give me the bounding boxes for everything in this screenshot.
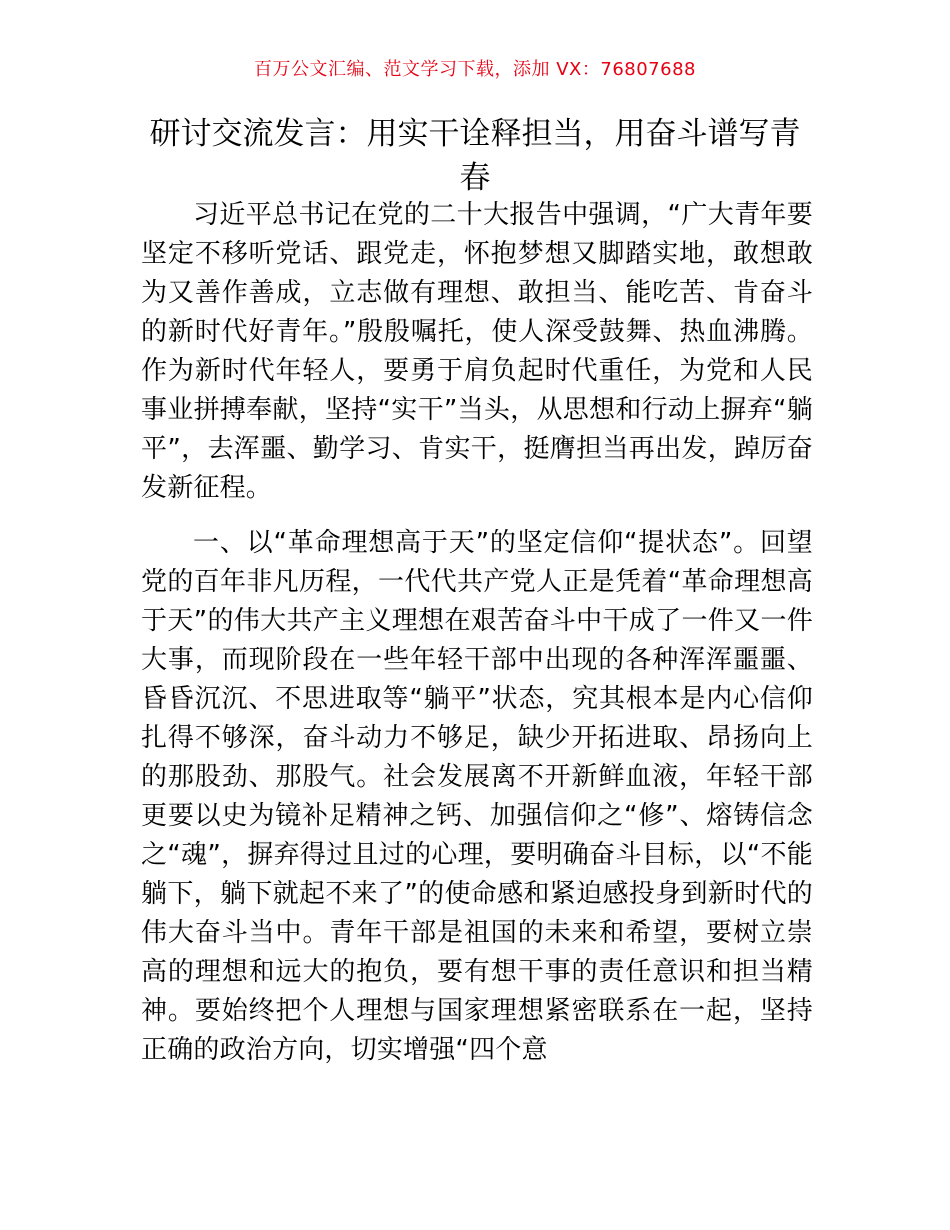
paragraph-section-one: 一、以“革命理想高于天”的坚定信仰“提状态”。回望党的百年非凡历程，一代代共产党人正是凭着“革命理想高于天”的伟大共产主义理想在艰苦奋斗中干成了一件又一件大事，而现阶段在一些年轻干部中出现的各种浑浑噩噩、昏昏沉沉、不思进取等“躺平”状态，究其根本是内心信仰扎得不够深，奋斗动力不够足，缺少开拓进取、昂扬向上的那股劲、那股气。社会发展离不开新鲜血液，年轻干部更要以史为镜补足精神之钙、加强信仰之“修”、熔铸信念之“魂”，摒弃得过且过的心理，要明确奋斗目标，以“不能躺下，躺下就起不来了”的使命感和紧迫感投身到新时代的伟大奋斗当中。青年干部是祖国的未来和希望，要树立崇高的理想和远大的抱负，要有想干事的责任意识和担当精神。要始终把个人理想与国家理想紧密联系在一起，坚持正确的政治方向，切实增强“四个意 (141, 528, 813, 1065)
document-title: 研讨交流发言：用实干诠释担当，用奋斗谱写青春 (149, 116, 801, 196)
document-body (141, 196, 813, 1070)
paragraph-intro: 习近平总书记在党的二十大报告中强调，“广大青年要坚定不移听党话、跟党走，怀抱梦想又脚踏实地，敢想敢为又善作善成，立志做有理想、敢担当、能吃苦、肯奋斗的新时代好青年。”殷殷嘱托，使人深受鼓舞、热血沸腾。作为新时代年轻人，要勇于肩负起时代重任，为党和人民事业拼搏奉献，坚持“实干”当头，从思想和行动上摒弃“躺平”，去浑噩、勤学习、肯实干，挺膺担当再出发，踔厉奋发新征程。 (141, 200, 813, 503)
header-banner: 百万公文汇编、范文学习下载，添加 VX：76807688 (254, 59, 696, 80)
